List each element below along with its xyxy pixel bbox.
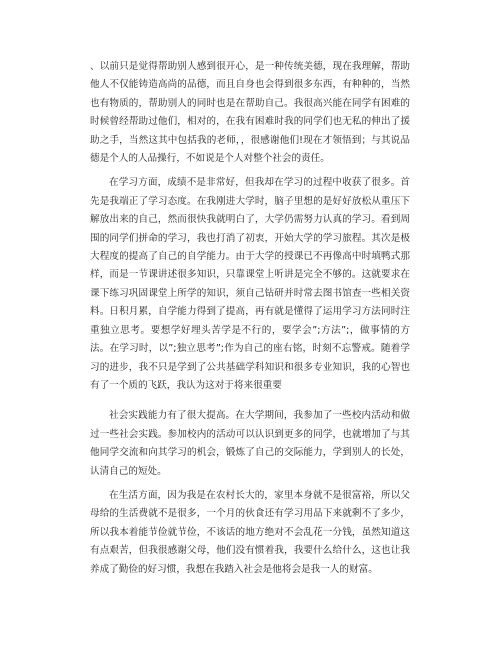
paragraph-social-practice: 社会实践能力有了很大提高。在大学期间，我参加了一些校内活动和做过一些社会实践。参加校内的活动可以认识到更多的同学，也就增加了与其他同学交流和向其学习的机会，锻炼了自己的交际能力，学到别人的长处，认清自己的短处。 [90, 410, 410, 477]
paragraph-helping-others: 、以前只是觉得帮助别人感到很开心，是一种传统美德，现在我理解，帮助他人不仅能铸造高尚的品德，而且自身也会得到很多东西，有种种的，当然也有物质的，帮助别人的同时也是在帮助自己。我很高兴能在同学有困难的时候曾经帮助过他们，相对的，在我有困难时我的同学们也无私的伸出了援助之手，当然这其中包括我的老师，，很感谢他们!现在才领悟到；与其说品德是个人的人品操行，不如说是个人对整个社会的责任。 [90, 61, 410, 165]
document-body [90, 58, 410, 579]
paragraph-daily-life: 在生活方面，因为我是在农村长大的，家里本身就不是很富裕，所以父母给的生活费就不是很多，一个月的伙食还有学习用品下来就剩不了多少，所以我本着能节俭就节俭，不该话的地方绝对不会乱花一分钱，虽然知道这有点艰苦，但我很感谢父母，他们没有惯着我，我要什么给什么，这也让我养成了勤俭的好习惯，我想在我踏入社会是他将会是我一人的财富。 [90, 489, 410, 575]
paragraph-study: 在学习方面，成绩不是非常好，但我却在学习的过程中收获了很多。首先是我端正了学习态度。在我刚进大学时，脑子里想的是好好放松从重压下解放出来的自己，然而很快我就明白了，大学仍需努力认真的学习。看到周围的同学们拼命的学习，我也打消了初衷，开始大学的学习旅程。其次是极大程度的提高了自己的自学能力。由于大学的授课已不再像高中时填鸭式那样，而是一节课讲述很多知识，只靠课堂上听讲是完全不够的。这就要求在课下练习巩固课堂上所学的知识，须自己钻研并时常去图书馆查一些相关资料。日积月累，自学能力得到了提高，再有就是懂得了运用学习方法同时注重独立思考。要想学好埋头苦学是不行的，要学会”;方法”;，做事情的方法。在学习时，以”;独立思考”;作为自己的座右铭，时刻不忘警戒。随着学习的进步，我不只是学到了公共基础学科知识和很多专业知识，我的心智也有了一个质的飞跃，我认为这对于将来很重要 [90, 177, 410, 391]
